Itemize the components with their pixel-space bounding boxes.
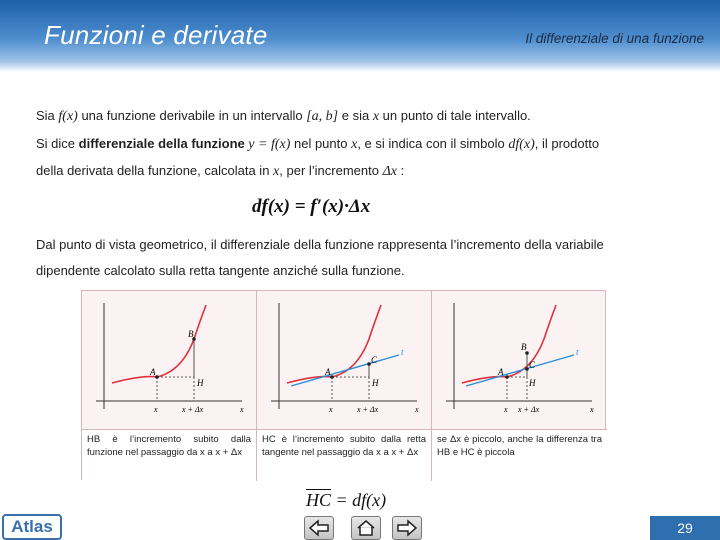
home-button[interactable] xyxy=(351,516,381,540)
math-dx: Δx xyxy=(382,164,398,179)
back-button[interactable] xyxy=(304,516,334,540)
label-A: A xyxy=(150,367,156,377)
label-x: x xyxy=(329,405,333,414)
page-subtitle: Il differenziale di una funzione xyxy=(525,31,704,46)
graph-2 xyxy=(257,291,431,429)
math-x: x xyxy=(273,164,280,179)
atlas-logo: Atlas xyxy=(2,514,62,540)
text: nel punto xyxy=(290,136,352,151)
arrow-left-icon xyxy=(308,519,330,537)
math-interval: [a, b] xyxy=(306,109,339,124)
label-A: A xyxy=(498,367,504,377)
paragraph-1 xyxy=(36,108,531,125)
axis-x-label: x xyxy=(415,405,419,414)
math-dfx: df(x) xyxy=(508,137,535,152)
paragraph-2 xyxy=(36,136,599,153)
caption-2: HC è l’incremento subito dalla retta tangente nel passaggio da x a x + Δx xyxy=(257,429,432,481)
paragraph-5: dipendente calcolato sulla retta tangente anziché sulla funzione. xyxy=(36,263,405,278)
home-icon xyxy=(355,519,377,537)
graph-panel-1 xyxy=(82,291,257,429)
label-x-plus-dx: x + Δx xyxy=(518,405,540,414)
label-B: B xyxy=(188,329,194,339)
text: , il prodotto xyxy=(534,136,600,151)
axis-x-label: x xyxy=(240,405,244,414)
text: , e si indica con il simbolo xyxy=(357,136,509,151)
math-x: x xyxy=(351,137,358,152)
text: della derivata della funzione, calcolata in xyxy=(36,163,274,178)
paragraph-4: Dal punto di vista geometrico, il differenziale della funzione rappresenta l’incremento della variabile xyxy=(36,237,604,252)
label-B: B xyxy=(521,342,527,352)
label-x: x xyxy=(504,405,508,414)
label-C: C xyxy=(529,360,536,370)
text: : xyxy=(397,163,405,178)
differential-formula: df(x) = f′(x)·Δx xyxy=(252,196,371,217)
text: Sia xyxy=(36,108,59,123)
bold-term: differenziale della funzione xyxy=(78,136,245,151)
text: Si dice xyxy=(36,136,79,151)
graph-panel-3 xyxy=(432,291,607,429)
text: , per l’incremento xyxy=(279,163,383,178)
math-fx: f(x) xyxy=(58,109,78,124)
math-x: x xyxy=(372,109,380,124)
label-t: t xyxy=(576,347,579,357)
differential-figure xyxy=(81,290,606,480)
header-banner xyxy=(0,0,720,72)
graph-1 xyxy=(82,291,256,429)
hc-equals-df-formula xyxy=(306,490,386,511)
label-x-plus-dx: x + Δx xyxy=(357,405,379,414)
hc-segment: $\overline{HC}$ xyxy=(306,490,332,510)
text: una funzione derivabile in un intervallo xyxy=(77,108,307,123)
axis-x-label: x xyxy=(590,405,594,414)
label-x-plus-dx: x + Δx xyxy=(182,405,204,414)
math-eq: y = f(x) xyxy=(244,137,291,152)
label-A: A xyxy=(325,367,331,377)
graph-3 xyxy=(432,291,606,429)
forward-button[interactable] xyxy=(392,516,422,540)
label-C: C xyxy=(371,355,378,365)
paragraph-3 xyxy=(36,163,404,180)
formula-rest: = df(x) xyxy=(331,490,387,510)
text: un punto di tale intervallo. xyxy=(379,108,531,123)
label-H: H xyxy=(372,378,379,388)
label-H: H xyxy=(529,378,536,388)
caption-1: HB è l’incremento subito dalla funzione nel passaggio da x a x + Δx xyxy=(82,429,257,481)
label-t: t xyxy=(401,347,404,357)
page-number: 29 xyxy=(650,516,720,540)
caption-3: se Δx è piccolo, anche la differenza tra HB e HC è piccola xyxy=(432,429,607,481)
graph-panel-2 xyxy=(257,291,432,429)
page-title: Funzioni e derivate xyxy=(44,20,268,50)
arrow-right-icon xyxy=(396,519,418,537)
label-H: H xyxy=(197,378,204,388)
label-x: x xyxy=(154,405,158,414)
text: e sia xyxy=(338,108,373,123)
